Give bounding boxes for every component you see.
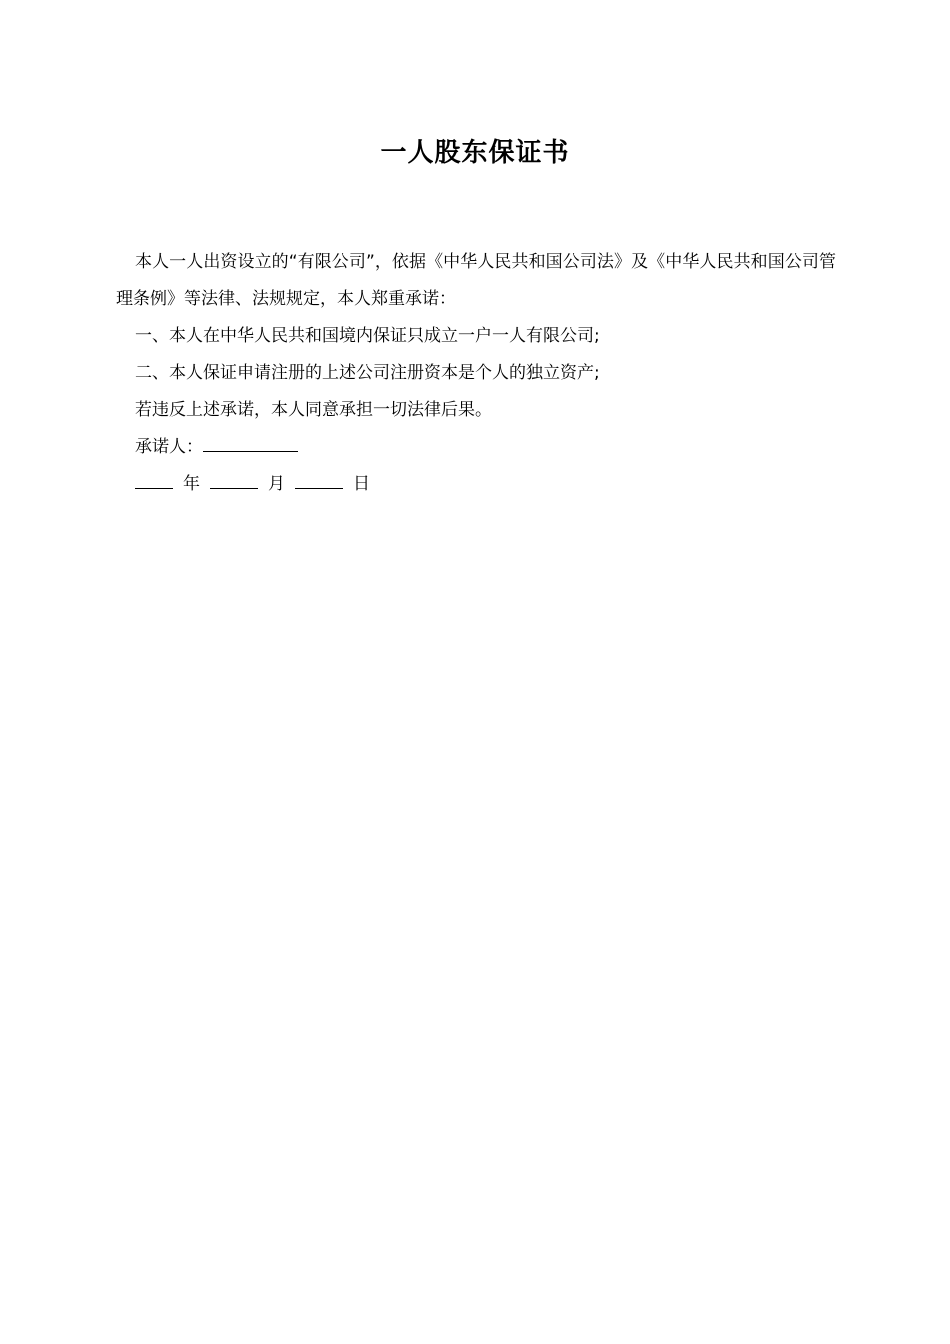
clause-1: 一、本人在中华人民共和国境内保证只成立一户一人有限公司; xyxy=(135,326,600,346)
intro-paragraph: 本人一人出资设立的“有限公司”，依据《中华人民共和国公司法》及《中华人民共和国公司管理条例》等法律、法规规定，本人郑重承诺： xyxy=(116,252,836,309)
month-label: 月 xyxy=(268,474,285,494)
month-blank[interactable] xyxy=(210,466,258,489)
year-label: 年 xyxy=(183,474,200,494)
closing-statement: 若违反上述承诺，本人同意承担一切法律后果。 xyxy=(135,400,492,420)
day-label: 日 xyxy=(353,474,370,494)
date-line xyxy=(116,466,836,503)
year-blank[interactable] xyxy=(135,466,173,489)
day-blank[interactable] xyxy=(295,466,343,489)
document-title: 一人股东保证书 xyxy=(380,138,570,168)
signer-label: 承诺人： xyxy=(135,437,203,457)
clause-2: 二、本人保证申请注册的上述公司注册资本是个人的独立资产; xyxy=(135,363,600,383)
signer-line xyxy=(116,429,836,466)
signer-blank[interactable] xyxy=(203,429,298,452)
document-body xyxy=(116,244,836,503)
